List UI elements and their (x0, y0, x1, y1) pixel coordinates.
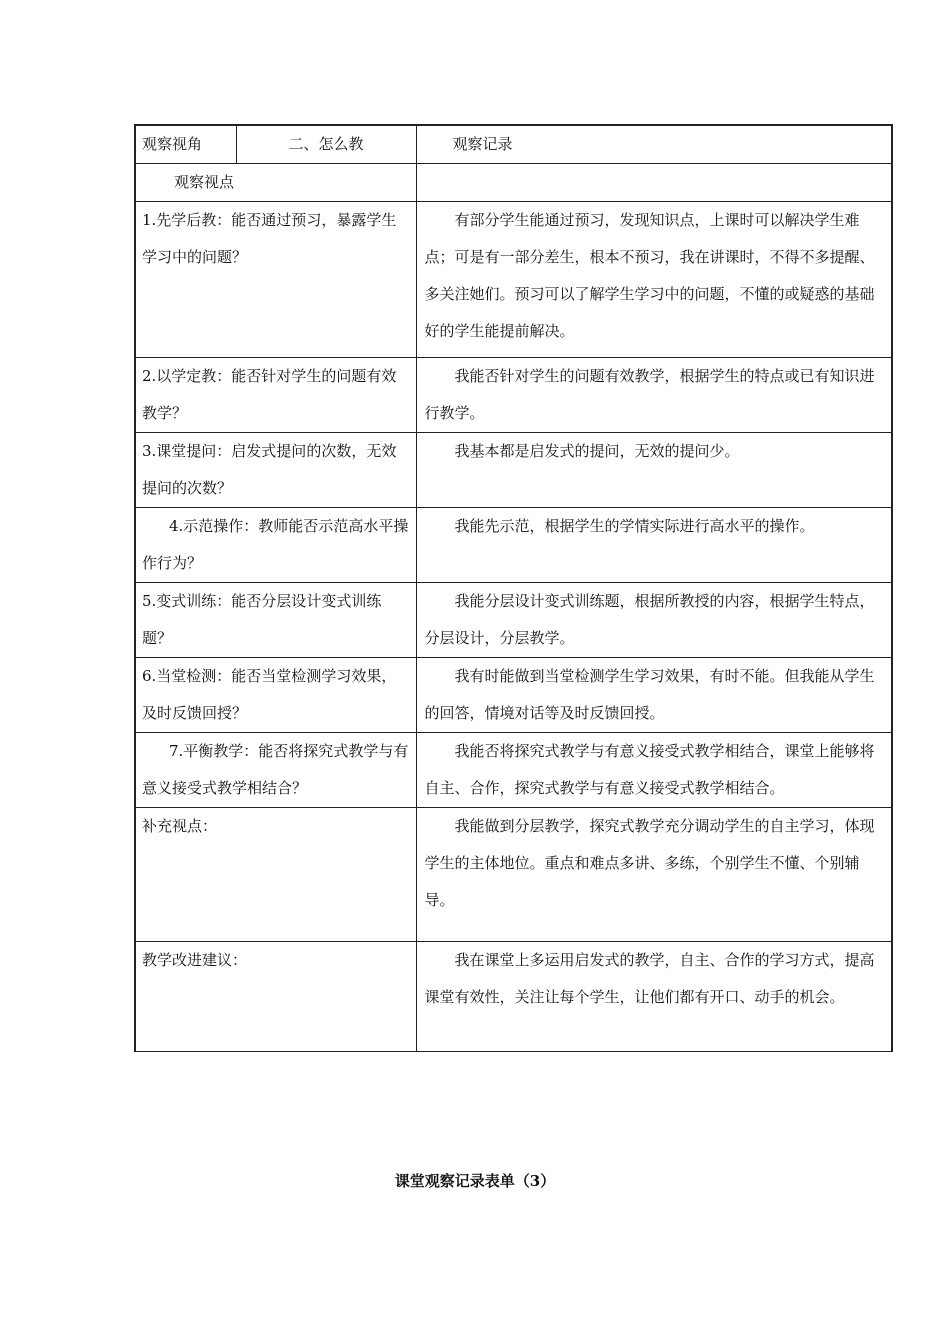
observation-table (134, 124, 893, 1052)
subheader-empty (416, 164, 892, 202)
improvement-label: 教学改进建议： (135, 942, 416, 1052)
table-row (135, 202, 892, 358)
supplement-row (135, 808, 892, 942)
table-row (135, 658, 892, 733)
viewpoint-cell: 4.示范操作：教师能否示范高水平操作行为？ (135, 508, 416, 583)
improvement-row (135, 942, 892, 1052)
supplement-record: 我能做到分层教学，探究式教学充分调动学生的自主学习，体现学生的主体地位。重点和难点多讲、多练，个别学生不懂、个别辅导。 (416, 808, 892, 942)
viewpoint-cell: 1.先学后教：能否通过预习，暴露学生学习中的问题？ (135, 202, 416, 358)
table-row (135, 508, 892, 583)
table-row (135, 433, 892, 508)
supplement-label: 补充视点： (135, 808, 416, 942)
header-how-to-teach: 二、怎么教 (236, 125, 416, 164)
viewpoint-cell: 2.以学定教：能否针对学生的问题有效教学？ (135, 358, 416, 433)
record-cell: 我能先示范，根据学生的学情实际进行高水平的操作。 (416, 508, 892, 583)
viewpoint-cell: 5.变式训练：能否分层设计变式训练题？ (135, 583, 416, 658)
record-cell: 我能否针对学生的问题有效教学，根据学生的特点或已有知识进行教学。 (416, 358, 892, 433)
viewpoint-cell: 3.课堂提问：启发式提问的次数，无效提问的次数？ (135, 433, 416, 508)
table-row (135, 733, 892, 808)
header-observation-angle: 观察视角 (135, 125, 236, 164)
improvement-record: 我在课堂上多运用启发式的教学，自主、合作的学习方式，提高课堂有效性，关注让每个学生，让他们都有开口、动手的机会。 (416, 942, 892, 1052)
record-cell: 我能否将探究式教学与有意义接受式教学相结合，课堂上能够将自主、合作，探究式教学与有意义接受式教学相结合。 (416, 733, 892, 808)
record-cell: 我基本都是启发式的提问，无效的提问少。 (416, 433, 892, 508)
record-cell: 有部分学生能通过预习，发现知识点，上课时可以解决学生难点；可是有一部分差生，根本不预习，我在讲课时，不得不多提醒、多关注她们。预习可以了解学生学习中的问题，不懂的或疑惑的基础好的学生能提前解决。 (416, 202, 892, 358)
viewpoint-cell: 6.当堂检测：能否当堂检测学习效果，及时反馈回授？ (135, 658, 416, 733)
viewpoint-cell: 7.平衡教学：能否将探究式教学与有意义接受式教学相结合？ (135, 733, 416, 808)
header-observation-record: 观察记录 (416, 125, 892, 164)
record-cell: 我能分层设计变式训练题，根据所教授的内容，根据学生特点，分层设计，分层教学。 (416, 583, 892, 658)
subheader-viewpoint: 观察视点 (135, 164, 416, 202)
record-cell: 我有时能做到当堂检测学生学习效果，有时不能。但我能从学生的回答，情境对话等及时反馈回授。 (416, 658, 892, 733)
table-row (135, 358, 892, 433)
form-title: 课堂观察记录表单（3） (394, 1172, 556, 1190)
table-row (135, 583, 892, 658)
